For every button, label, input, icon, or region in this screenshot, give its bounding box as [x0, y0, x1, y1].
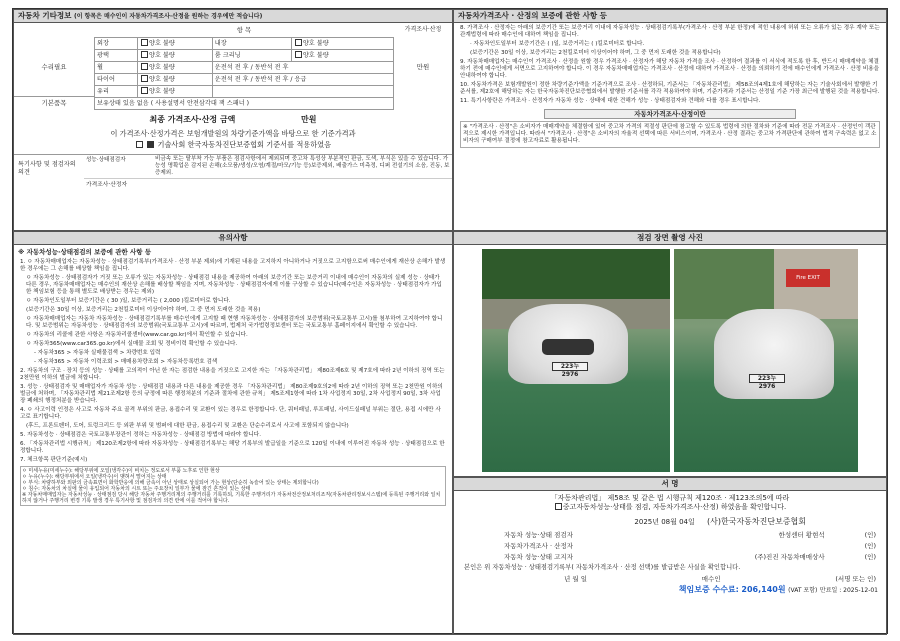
- row-options-2[interactable]: [291, 38, 393, 50]
- row-name: 타이어: [95, 74, 138, 86]
- row-extra: [212, 86, 393, 98]
- disclaimer-line-2: [14, 140, 452, 149]
- price-warranty-section: [453, 9, 887, 231]
- notifier-seal: (인): [864, 552, 876, 561]
- table-row: [95, 50, 394, 62]
- fee-note: (VAT 포함): [788, 586, 818, 594]
- basic-items-label: 기본품목: [41, 99, 67, 107]
- vehicle-other-info-section: [13, 9, 453, 231]
- fee-value: 206,140원: [741, 584, 786, 594]
- disclaimer-line-2-text: 기술사회 한국자동차진단보증협회 기준서를 적용하였음: [157, 140, 332, 149]
- license-plate-rear: 223누2976: [749, 374, 785, 383]
- row-name-2: 내장: [212, 38, 291, 50]
- warranty-item-10: 10. 자동차가격은 보험개발원이 정한 차량기준가액을 기준가격으로 조사 · 산정하되, 기준서는 「자동차관리법」 제58조의4제1호에 해당하는 자는 기술사회에서 발행한 기준서를, 제2호에 해당하는 자는 한국자동차진단보증협회에서 발행한 기준서를 각각 적용하여야 하며, 기준가격과 기준서는 산정일 기준 가장 최근에 발행된 것을 적용합니다.: [460, 81, 880, 95]
- criteria-item: ㅇ 침수: 자동차의 차실에 물이 유입되어 자동차의 시트 또는 주요장치 일부가 물에 잠긴 흔적이 있는 상태: [22, 485, 251, 492]
- check-criteria-box: [20, 466, 446, 506]
- price-column-header: 가격조사·산정: [404, 26, 442, 33]
- checkbox[interactable]: [141, 51, 148, 58]
- row-options[interactable]: [138, 74, 213, 86]
- appraiser-opinion-label: 가격조사·산정자: [86, 181, 128, 188]
- signature-date: 2025년 08월 04일: [634, 517, 695, 526]
- row-options[interactable]: [138, 86, 213, 98]
- criteria-item: ㅇ 누유(누수): 해당부위에서 오일(냉각수)이 맺혀서 떨어지는 상태: [22, 473, 167, 480]
- row-options[interactable]: [138, 50, 213, 62]
- price-definition-header: 자동차가격조사·산정이란: [544, 109, 796, 119]
- row-name: 광택: [95, 50, 138, 62]
- warranty-item-9: 9. 자동차매매업자는 매수인이 가격조사 · 산정을 원할 경우 가격조사 · 산정자가 해당 자동차 가격을 조사 · 산정하여 결과를 이 서식에 적도록 한 후, 반드시 매매계약을 체결하기 전에 매수인에게 서면으로 고지하여야 합니다. 이 경우 자동차매매업자는 가격조사 · 산정에 대하여 가격조사 · 산정을 의뢰하기 전에 매수인에게 가격조사 · 산정 비용을 안내하여야 합니다.: [460, 58, 880, 79]
- final-price-label: 최종 가격조사·산정 금액: [149, 115, 236, 124]
- warranty-item-11: 11. 특기사항란은 가격조사 · 산정자가 자동차 성능 · 상태에 대한 견해가 성능 · 상태점검자와 견해와 다를 경우 표시합니다.: [460, 97, 761, 104]
- photo-header: 점검 장면 촬영 사진: [454, 232, 886, 245]
- repair-table: [94, 37, 394, 110]
- inspector-opinion-label: 성능·상태점검자: [86, 157, 126, 163]
- notice-item: ㅇ 자동차매매업자는 자동차 자동차성능 · 상태점검기록부를 매수인에게 고지할 때 현행 자동차성능 · 상태점검자의 보증범위(국토교통부 고시)를 첨부하여 고지하여야 합니다. 및 보증범위는 자동차성능 · 상태점검자의 보증범위(국토교통부 고시)에 따르며, 법제처 국가법령정보센터 또는 국토교통부 홈페이지에서 확인할 수 있습니다.: [26, 316, 443, 329]
- notice-item: ㅇ 자동차의 리콜에 관한 사항은 자동차리콜센터(www.car.go.kr)에서 확인할 수 있습니다.: [26, 331, 248, 338]
- row-name-2: 룸 크리닝: [212, 50, 291, 62]
- inspector-seal: (인): [864, 530, 876, 539]
- final-price-unit: 만원: [301, 115, 317, 124]
- notice-item: ㅇ 자동차성능 · 상태점검자가 거짓 또는 오류가 있는 자동차성능 · 상태점검 내용을 제공하여 아래의 보증기간 또는 보증거리 이내에 매수인이 자동차의 실제 성능 · 상태가 다른 경우, 자동차매매업자는 매수인의 재산상 손해를 배상할 책임을 지며, 자동차성능 · 상태점검자에게 이를 구상할 수 있습니다(매수인은 자동차성능 · 상태점검자가 가입한 책임보험 등을 통해 별도로 배상받는 경우는 제외): [26, 275, 442, 296]
- inspector-name: 한성센터 황현석: [778, 530, 825, 539]
- section-title: 자동차 기타정보: [18, 11, 72, 20]
- photo-section: [453, 231, 887, 477]
- notice-item: (보증기간은 30일 이상, 보증거리는 2천킬로미터 이상이어야 하며, 그 중 먼저 도래한 것을 적용): [26, 307, 261, 314]
- notifier-row: [504, 553, 876, 561]
- signature-date-row: [454, 517, 806, 527]
- notice-item: 6. 「자동차관리법 시행규칙」 제120조제2항에 따라 자동차성능 · 상태점검기록부는 해당 기록부의 발급일을 기준으로 120일 이내에 이루어진 자동차 성능 · 상태점검으로 한정합니다.: [20, 440, 445, 454]
- receipt-text: 본인은 위 자동차성능 · 상태점검기록부( 자동차가격조사 · 산정 선택)를 발급받은 사실을 확인합니다.: [464, 563, 741, 571]
- price-unit: 만원: [416, 63, 430, 71]
- row-name: 유리: [95, 86, 138, 98]
- row-name: 외장: [95, 38, 138, 50]
- checkbox-performance[interactable]: [555, 503, 562, 510]
- row-options-2[interactable]: [291, 50, 393, 62]
- signature-statement-2: [454, 503, 886, 512]
- criteria-item: ㅇ 미세누유(미세누수): 해당부위에 오일(냉각수)이 비치는 정도로서 부품 노후로 인한 현상: [22, 467, 220, 474]
- inspector-row: [504, 531, 876, 539]
- item-column-header: 항 목: [236, 26, 252, 34]
- notice-item: (후드, 프론트펜더, 도어, 트렁크리드 등 외판 부위 및 범퍼에 대한 판금, 용접수리 및 교환은 단순수리로서 사고에 포함되지 않습니다): [26, 422, 349, 429]
- notifier-label: 자동차 성능·상태 고지자: [504, 552, 573, 561]
- table-row: [95, 38, 394, 50]
- basic-items-row: 보유상태 있음 없음 ( 사용설명서 안전삼각대 잭 스패너 ): [95, 98, 394, 110]
- row-extra: 운전석 전 후 / 동반석 전 후 / 응급: [212, 74, 393, 86]
- warranty-period-note: (보증기간은 30일 이상, 보증거리는 2천킬로미터 이상이어야 하며, 그 중 먼저 도래한 것을 적용합니다): [470, 49, 721, 56]
- row-options-label: 양호 불량: [149, 88, 175, 96]
- receipt-date: 년 월 일: [564, 574, 587, 583]
- checkbox[interactable]: [141, 39, 148, 46]
- warranty-item-8: 8. 가격조사 · 산정자는 아래의 보증기간 또는 보증거리 이내에 자동차성능 · 상태점검기록부(가격조사 · 산정 부분 한정)에 적힌 내용에 허위 또는 오류가 있는 경우 계약 또는 관계법령에 따라 매수인에 대하여 책임을 집니다.: [460, 25, 880, 38]
- section-note: (이 항목은 매수인이 자동차가격조사·산정을 원하는 경우에만 적습니다): [73, 13, 263, 20]
- checkbox-tech-society[interactable]: [136, 141, 143, 148]
- appraiser-label: 자동차가격조사 · 산정자: [504, 541, 573, 550]
- notice-item: 1. ㅇ 자동차매매업자는 자동차성능 · 상태점검기록부(가격조사 · 산정 부분 제외)에 기재된 내용을 고지하지 아니하거나 거짓으로 고지함으로써 매수인에게 재산상 손해가 발생한 경우에는 그 손해를 배상할 책임을 집니다.: [20, 259, 446, 273]
- special-notes-label: 특기사항 및 점검자의 의견: [18, 161, 76, 176]
- table-row: [95, 98, 394, 110]
- building-sign: Fire EXIT: [786, 269, 830, 287]
- notice-item: 4. ㅇ 사고이력 인정은 사고로 자동차 주요 골격 부위의 판금, 용접수리 및 교환이 있는 경우로 한정합니다. 단, 쿼터패널, 루프패널, 사이드실패널 부위는 절단, 용접 시에만 사고로 표기합니다.: [20, 406, 441, 420]
- notice-subheader: ※ 자동차성능·상태점검의 보증에 관한 사항 등: [18, 248, 152, 256]
- table-row: [95, 86, 394, 98]
- checkbox[interactable]: [295, 39, 302, 46]
- buyer-seal: (서명 또는 인): [835, 574, 876, 583]
- signature-header: 서 명: [454, 478, 886, 491]
- fee-label: 책임보증 수수료:: [678, 584, 739, 594]
- notice-item: 5. 자동차성능 · 상태점검은 국토교통부장관이 정하는 자동차성능 · 상태점검 방법에 따라야 합니다.: [20, 431, 261, 438]
- checkbox[interactable]: [141, 75, 148, 82]
- notifier-name: (주)진진 자동차매매상사: [754, 552, 825, 561]
- fee-row: [462, 585, 878, 595]
- inspection-record-page: [12, 8, 888, 634]
- appraiser-seal: (인): [864, 541, 876, 550]
- vehicle-other-info-header: [14, 10, 452, 23]
- row-options[interactable]: [138, 62, 213, 74]
- appraiser-row: [504, 542, 876, 550]
- notice-item: ㅇ 자동차365(www.car365.go.kr)에서 실매물 조회 및 정비이력 확인할 수 있습니다.: [26, 340, 238, 347]
- notice-item: - 자동차365 > 자동차 이력조회 > 매매용차량조회 > 자동차등록번호 검색: [34, 358, 218, 365]
- row-options-label: 양호 불량: [149, 52, 175, 60]
- table-row: [95, 62, 394, 74]
- license-plate-front: 223누2976: [552, 362, 588, 371]
- trees-background: [482, 249, 670, 304]
- notice-item: 3. 성능 · 상태점검자 및 매매업자가 자동차 성능 · 상태점검 내용과 다른 내용을 제공한 경우 「자동차관리법」 제80조제9호의2에 따라 2년 이하의 징역 또는 2천만원 이하의 벌금에 처하며, 「자동차관리법 제21조제2항 등의 규정에 따른 행정처분의 기준과 절차에 관한 규칙」 제5조제1항에 따라 1차 사업정지 30일, 2차 사업정지 90일, 3차 사업장 폐쇄의 행정처분을 받습니다.: [20, 383, 443, 404]
- inspector-label: 자동차 성능·상태 점검자: [504, 530, 573, 539]
- notice-item: 2. 자동차의 구조 · 장치 등의 성능 · 상태를 고의적이 아닌 한 자는 점검한 내용을 거짓으로 고지한 자는 「자동차관리법」 제80조제6호 및 제7호에 따라 2년 이하의 징역 또는 2천만원 이하의 벌금에 처합니다.: [20, 367, 445, 381]
- price-warranty-header: 자동차가격조사 · 산정의 보증에 관한 사항 등: [454, 10, 886, 23]
- notice-section: [13, 231, 453, 635]
- rear-car-photo: [674, 249, 858, 472]
- notice-item: ㅇ 자동차인도일부터 보증기간은 ( 30 )일, 보증거리는 ( 2,000 )킬로미터로 합니다.: [26, 298, 231, 305]
- signature-statement-2-text: 중고자동차성능·상태를 점검, 자동차가격조사·산정) 하였음을 확인합니다.: [562, 502, 787, 511]
- buyer-label: 매수인: [701, 574, 721, 583]
- price-definition-text: ※ "가격조사 · 산정"은 소비자가 매매계약을 체결함에 있어 중고차 가격의 적절성 판단에 참고할 수 있도록 법령에 의한 절차와 기준에 따라 전문 가격조사 · 산정인이 객관적으로 제시한 가격입니다. 따라서 "가격조사 · 산정"은 소비자의 자율적 선택에 따른 서비스이며, 가격조사 · 산정 결과는 중고차 가격판단에 관하여 법적 구속력은 없고 소비자의 구매여부 결정에 참고자료로 활용됩니다.: [460, 121, 880, 148]
- row-name: 휠: [95, 62, 138, 74]
- row-options-2-label: 양호 불량: [302, 40, 329, 48]
- notice-item: 7. 체크항목 판단기준(예시): [20, 456, 88, 463]
- inspector-opinion-text: 비금속 또는 탈부착 가능 부품은 점검사항에서 제외되며 중고차 특성상 부분적인 판금, 도색, 부식은 있을 수 있습니다. 가능성 명확업은 감지된 손해(소모품/생성/오염/계절/마모/기능 등)보증제외, 배출가스 미측정, 디퍼 전설기의 소음, 진동, 보증제외.: [155, 156, 450, 176]
- row-options-label: 양호 불량: [149, 64, 175, 72]
- front-car-photo: [482, 249, 670, 472]
- car-grille: [542, 339, 594, 355]
- buyer-row: [564, 575, 876, 583]
- row-options-2-label: 양호 불량: [302, 52, 329, 60]
- row-options-label: 양호 불량: [149, 76, 175, 84]
- row-options[interactable]: [138, 38, 213, 50]
- disclaimer-line-1: 이 가격조사·산정가격은 보험개발원의 차량기준가액을 바탕으로 한 기준가격과: [110, 129, 356, 138]
- checkbox-kadia[interactable]: [147, 141, 154, 148]
- signature-statement-1: 「자동차관리법」 제58조 및 같은 법 시행규칙 제120조 · 제123조의5에 따라: [550, 494, 790, 502]
- expiry-date: 만료일 : 2025-12-01: [819, 586, 878, 594]
- checkbox[interactable]: [295, 51, 302, 58]
- warranty-period-line: · 자동차인도일부터 보증기간은 ( )일, 보증거리는 ( )킬로미터로 합니다.: [470, 40, 645, 47]
- signature-section: [453, 477, 887, 635]
- row-extra: 운전석 전 후 / 동반석 전 후: [212, 62, 393, 74]
- criteria-item: ※ 자동차매매업자는 자동차성능 · 상태점검 당시 해당 자동차 주행거리계의 주행거리를 기록하되, 기록한 주행거리가 자동차전산정보처리조직(자동차관리정보시스템)에 등록된 주행거리와 일치하지 않거나 주행거리 변경 기록 발생 경우 특기사항 및 점검자의 의견 란에 이를 적어야 합니다.: [22, 491, 441, 504]
- notice-item: - 자동차365 > 자동차 실매물검색 > 차량번호 입력: [34, 349, 161, 356]
- criteria-item: ㅇ 부식: 차량하부와 외판의 금속표면이 화학반응에 의해 금속이 아닌 상태로 상실되어 가는 현상(단순히 녹슬어 있는 상태는 제외합니다): [22, 479, 319, 486]
- row-options-label: 양호 불량: [149, 40, 175, 48]
- receipt-confirmation: [464, 564, 876, 572]
- checkbox[interactable]: [141, 87, 148, 94]
- checkbox[interactable]: [141, 63, 148, 70]
- special-notes-area: [14, 154, 452, 194]
- repair-needed-label: 수리필요: [14, 37, 94, 97]
- final-price-row: [14, 115, 452, 125]
- table-row: [95, 74, 394, 86]
- organization-name: (사)한국자동차진단보증협회: [707, 516, 806, 526]
- notice-header: 유의사항: [14, 232, 452, 245]
